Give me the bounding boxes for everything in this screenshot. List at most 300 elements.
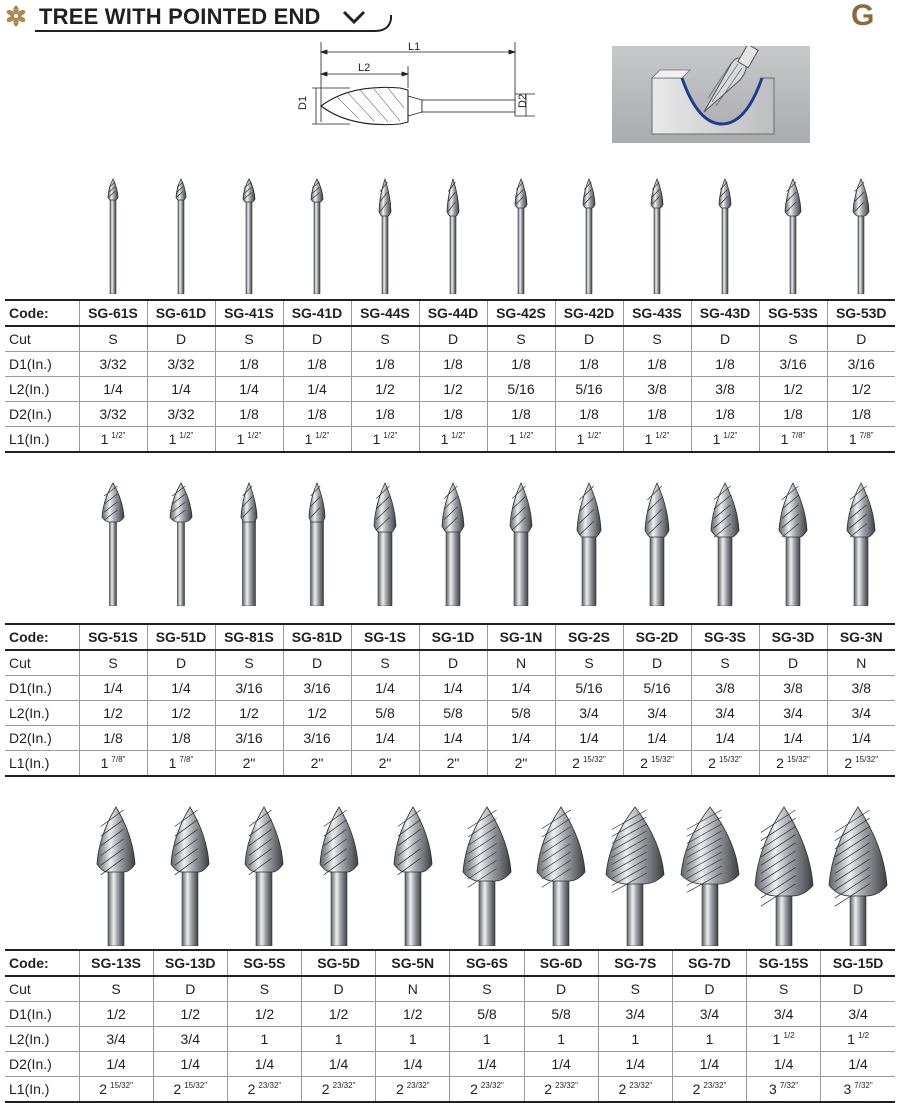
cell-value: SG-3S (703, 629, 746, 645)
cell-fraction: 23/32" (555, 1081, 578, 1090)
table-cell (153, 1027, 227, 1052)
cell-value: 1/4 (783, 730, 803, 746)
cell-value: 1/2 (103, 705, 123, 721)
table-cell (598, 1002, 672, 1027)
table-cell (623, 377, 691, 402)
bur-tool-image (307, 178, 327, 294)
cell-value: S (111, 981, 121, 997)
bur-tool-image (781, 178, 805, 294)
table-cell (555, 751, 623, 777)
cell-fraction: 23/32" (406, 1081, 430, 1090)
table-cell (487, 402, 555, 427)
table-cell (283, 402, 351, 427)
table-cell (79, 1002, 153, 1027)
cell-value: 2 (844, 755, 853, 771)
cell-fraction: 15/32" (582, 755, 606, 764)
table-cell (450, 976, 524, 1002)
cell-value: 1 (440, 431, 449, 447)
table-cell (827, 650, 895, 676)
code-row (5, 300, 895, 326)
table-cell (419, 402, 487, 427)
table-cell (215, 300, 283, 326)
table-cell (691, 701, 759, 726)
l2-row (5, 377, 895, 402)
cell-value: SG-5N (391, 955, 435, 971)
cell-value: 1/8 (511, 406, 531, 422)
table-cell (623, 701, 691, 726)
cell-value: SG-3N (839, 629, 883, 645)
cell-value: S (788, 331, 798, 347)
table-cell (487, 676, 555, 701)
table-cell (623, 352, 691, 377)
cell-fraction: 15/32" (184, 1081, 208, 1090)
bur-tool-image (647, 178, 667, 294)
table-cell (283, 751, 351, 777)
cell-value: 2 (395, 1081, 404, 1097)
table-cell (215, 676, 283, 701)
bur-tool-image (677, 806, 743, 946)
row-label: Cut (5, 976, 79, 1002)
cell-value: S (652, 331, 662, 347)
cell-value: 2 (618, 1081, 627, 1097)
cell-value: 1/4 (328, 1056, 349, 1072)
table-cell (227, 976, 301, 1002)
cell-value: S (244, 331, 254, 347)
table-cell (827, 300, 895, 326)
bur-tool-image (533, 806, 589, 946)
cell-fraction: 1/2 (857, 1031, 870, 1040)
cell-value: D (583, 331, 595, 347)
table-cell (283, 726, 351, 751)
table-cell (283, 676, 351, 701)
cell-value: D (787, 655, 799, 671)
table-cell (487, 300, 555, 326)
cell-value: S (778, 981, 789, 997)
cell-value: 3/16 (303, 730, 331, 746)
table-cell (79, 402, 147, 427)
cell-fraction: 15/32" (786, 755, 810, 764)
bur-tool-image (506, 482, 536, 606)
cell-value: 1 (168, 431, 177, 447)
table-cell (598, 976, 672, 1002)
cell-value: 1 (557, 1031, 566, 1047)
l2-row (5, 701, 895, 726)
table-cell (487, 427, 555, 453)
cell-value: S (720, 655, 730, 671)
table-cell (759, 624, 827, 650)
cell-value: 5/8 (477, 1006, 497, 1022)
cell-fraction: 1/2" (519, 431, 534, 440)
cell-value: 1/2 (375, 381, 395, 397)
table-cell (227, 950, 301, 976)
table-cell (598, 1077, 672, 1103)
l2-row (5, 1027, 895, 1052)
table-cell (419, 377, 487, 402)
row-label: L2(In.) (5, 701, 79, 726)
d1-row (5, 352, 895, 377)
cell-fraction: 1/2" (587, 431, 602, 440)
table-cell (555, 624, 623, 650)
table-cell (147, 650, 215, 676)
chevron-down-icon (342, 10, 366, 24)
cell-value: 2" (446, 755, 460, 771)
cell-value: 3/8 (715, 680, 735, 696)
table-cell (147, 352, 215, 377)
table-cell (419, 624, 487, 650)
table-cell (821, 1077, 895, 1103)
row-label: L1(In.) (5, 1077, 79, 1103)
section-letter: G (851, 0, 875, 32)
table-cell (691, 352, 759, 377)
table-cell (153, 1077, 227, 1103)
cell-value: SG-2S (567, 629, 610, 645)
table-cell (351, 300, 419, 326)
cell-value: 3/8 (783, 680, 803, 696)
cell-value: 5/16 (507, 381, 535, 397)
cell-value: 1 (168, 755, 177, 771)
bur-tool-image (172, 178, 190, 294)
table-cell (623, 751, 691, 777)
row-label: L2(In.) (5, 1027, 79, 1052)
cut-row (5, 976, 895, 1002)
table-cell (487, 624, 555, 650)
cell-fraction: 15/32" (110, 1081, 133, 1090)
table-cell (747, 1002, 821, 1027)
bur-tool-image (93, 806, 139, 946)
cell-fraction: 15/32" (650, 755, 674, 764)
table-cell (215, 402, 283, 427)
bur-tool-image (316, 806, 362, 946)
cell-value: D (175, 655, 187, 671)
table-cell (283, 326, 351, 352)
row-label: D1(In.) (5, 352, 79, 377)
table-cell (376, 1002, 450, 1027)
table-cell (376, 1052, 450, 1077)
cell-value: SG-1N (499, 629, 543, 645)
table-cell (487, 726, 555, 751)
cell-value: 1/2 (180, 1006, 200, 1022)
bur-tool-image (849, 178, 873, 294)
table-cell (827, 701, 895, 726)
table-cell (283, 624, 351, 650)
table-cell (351, 676, 419, 701)
table-cell (672, 1077, 746, 1103)
table-cell (623, 402, 691, 427)
table-cell (555, 326, 623, 352)
cell-value: 1/8 (511, 356, 531, 372)
cell-value: 2 (173, 1081, 182, 1097)
cell-fraction: 23/32" (480, 1081, 504, 1090)
cell-value: 3/4 (579, 705, 599, 721)
cell-fraction: 15/32" (718, 755, 742, 764)
table-cell (691, 676, 759, 701)
cell-value: SG-15D (832, 955, 884, 971)
cell-value: 1/8 (239, 406, 259, 422)
cell-value: D (311, 331, 323, 347)
bur-tool-image (443, 178, 463, 294)
table-cell (623, 427, 691, 453)
table-cell (79, 1052, 153, 1077)
bur-tool-image (573, 482, 605, 606)
table-cell (147, 726, 215, 751)
bur-tool-image (641, 482, 673, 606)
table-cell (79, 300, 147, 326)
table-cell (821, 1002, 895, 1027)
cell-value: 1/2 (307, 705, 327, 721)
cell-value: 1/8 (579, 406, 599, 422)
cell-fraction: 23/32" (258, 1081, 282, 1090)
cell-value: 1/8 (715, 406, 735, 422)
table-cell (598, 1027, 672, 1052)
table-cell (759, 751, 827, 777)
table-cell (672, 1002, 746, 1027)
table-cell (419, 352, 487, 377)
cell-value: D (719, 331, 731, 347)
table-cell (827, 352, 895, 377)
table-cell (79, 326, 147, 352)
table-cell (302, 1027, 376, 1052)
cell-value: 1/8 (443, 356, 463, 372)
table-cell (351, 751, 419, 777)
table-cell (691, 650, 759, 676)
table-cell (672, 1052, 746, 1077)
cell-value: 1 (260, 1031, 269, 1047)
cell-value: 2 (708, 755, 716, 771)
table-cell (283, 377, 351, 402)
table-cell (351, 326, 419, 352)
cell-value: 1/2 (106, 1006, 126, 1022)
table-cell (302, 950, 376, 976)
table-cell (419, 427, 487, 453)
cell-fraction: 7/8" (791, 431, 806, 440)
table-cell (227, 1027, 301, 1052)
cell-value: SG-43D (699, 305, 751, 321)
cell-value: 1 (772, 1031, 781, 1047)
cell-fraction: 1/2" (723, 431, 738, 440)
cell-value: 3/8 (647, 381, 667, 397)
table-cell (827, 402, 895, 427)
d2-row (5, 1052, 895, 1077)
cell-value: SG-61D (155, 305, 207, 321)
table-cell (283, 300, 351, 326)
cell-value: 1/8 (375, 406, 395, 422)
table-cell (487, 377, 555, 402)
bur-tool-image (707, 482, 743, 606)
table-cell (351, 624, 419, 650)
cell-value: 1 (483, 1031, 491, 1047)
table-cell (419, 326, 487, 352)
code-row (5, 950, 895, 976)
bur-tool-image (438, 482, 468, 606)
table-cell (759, 676, 827, 701)
bur-tool-image (241, 806, 287, 946)
table-cell (227, 1002, 301, 1027)
table-cell (419, 300, 487, 326)
table-cell (827, 624, 895, 650)
cell-fraction: 7/32" (779, 1081, 799, 1090)
table-cell (524, 1052, 598, 1077)
table-cell (215, 377, 283, 402)
cell-fraction: 7/8" (859, 431, 874, 440)
row-label: L2(In.) (5, 377, 79, 402)
table-cell (524, 976, 598, 1002)
cell-value: 2 (99, 1081, 108, 1097)
cell-value: 3/4 (699, 1006, 720, 1022)
cell-value: 1/8 (307, 356, 327, 372)
cell-value: SG-44S (360, 305, 410, 321)
cell-value: 1/8 (715, 356, 735, 372)
d1-row (5, 1002, 895, 1027)
cell-value: 3/16 (779, 356, 807, 372)
table-cell (759, 726, 827, 751)
cell-value: S (108, 331, 118, 347)
cell-fraction: 1/2" (451, 431, 466, 440)
cell-value: 3/4 (625, 1006, 646, 1022)
cell-value: SG-51D (155, 629, 207, 645)
cell-value: 1/4 (171, 680, 191, 696)
cell-fraction: 1/2 (783, 1031, 795, 1040)
cell-value: 2 (776, 755, 784, 771)
bur-tool-image (305, 482, 329, 606)
cell-value: 1/4 (180, 1056, 200, 1072)
table-cell (691, 751, 759, 777)
table-cell (524, 1027, 598, 1052)
dimension-diagram (290, 38, 550, 136)
cell-value: D (333, 981, 344, 997)
bur-tool-image (166, 482, 196, 606)
cell-fraction: 1/2" (179, 431, 194, 440)
cell-fraction: 1/2" (111, 431, 126, 440)
l2-label: L2 (358, 62, 371, 74)
table-cell (147, 402, 215, 427)
table-cell (351, 427, 419, 453)
table-cell (283, 701, 351, 726)
cell-value: 1 (100, 431, 109, 447)
cell-value: 1/8 (851, 406, 871, 422)
table-cell (376, 1077, 450, 1103)
table-cell (691, 624, 759, 650)
cell-value: 3/32 (167, 356, 195, 372)
table-cell (759, 427, 827, 453)
cell-value: D (447, 655, 459, 671)
cell-value: 1 (712, 431, 721, 447)
cell-value: 1/4 (647, 730, 667, 746)
bur-tool-image (511, 178, 531, 294)
cell-value: 3/4 (180, 1031, 200, 1047)
cell-value: SG-42S (496, 305, 546, 321)
table-cell (215, 726, 283, 751)
row-label: D2(In.) (5, 402, 79, 427)
cell-value: S (482, 981, 492, 997)
table-cell (598, 950, 672, 976)
cell-value: 1/4 (103, 680, 123, 696)
cell-fraction: 23/32" (629, 1081, 653, 1090)
cell-value: SG-15S (758, 955, 809, 971)
table-cell (153, 950, 227, 976)
cell-value: 1/4 (715, 730, 735, 746)
table-cell (555, 427, 623, 453)
cell-value: 3/16 (235, 680, 263, 696)
cell-value: SG-5S (243, 955, 286, 971)
cell-value: S (108, 655, 118, 671)
cell-value: 1 (847, 1031, 855, 1047)
cell-fraction: 1/2" (315, 431, 330, 440)
bur-tool-image (239, 178, 259, 294)
table-cell (487, 751, 555, 777)
table-cell (79, 352, 147, 377)
cell-value: 3/4 (783, 705, 803, 721)
table-cell (147, 326, 215, 352)
cell-value: 1/8 (647, 356, 667, 372)
table-cell (419, 751, 487, 777)
table-cell (153, 1052, 227, 1077)
table-cell (302, 1052, 376, 1077)
cell-value: SG-7S (614, 955, 657, 971)
bur-tool-image (715, 178, 735, 294)
table-cell (672, 976, 746, 1002)
row-label: L1(In.) (5, 427, 79, 453)
table-cell (524, 1002, 598, 1027)
table-cell (487, 326, 555, 352)
table-cell (147, 377, 215, 402)
cell-fraction: 1/2" (383, 431, 398, 440)
table-cell (827, 427, 895, 453)
cell-value: 2 (247, 1081, 256, 1097)
table-cell (79, 751, 147, 777)
table-cell (215, 352, 283, 377)
cell-value: 3/4 (647, 705, 667, 721)
cell-value: 1/8 (783, 406, 803, 422)
cell-value: SG-81D (291, 629, 343, 645)
cell-value: 2" (310, 755, 324, 771)
cell-value: 1/4 (773, 1056, 794, 1072)
table-cell (351, 650, 419, 676)
cell-fraction: 7/8" (111, 755, 126, 764)
cell-value: SG-61S (88, 305, 138, 321)
table-cell (623, 624, 691, 650)
cell-value: SG-53S (768, 305, 818, 321)
cell-value: SG-42D (563, 305, 615, 321)
table-cell (147, 427, 215, 453)
table-cell (747, 976, 821, 1002)
row-label: Cut (5, 650, 79, 676)
row-label: Code: (5, 624, 79, 650)
table-cell (691, 427, 759, 453)
cell-value: 1/2 (851, 381, 871, 397)
row-label: D2(In.) (5, 1052, 79, 1077)
table-cell (555, 377, 623, 402)
bur-image-row-1 (80, 178, 900, 296)
cell-value: 1/8 (443, 406, 463, 422)
cell-value: 1/2 (328, 1006, 349, 1022)
cell-fraction: 7/32" (854, 1081, 873, 1090)
cell-value: 1 (334, 1031, 343, 1047)
table-cell (555, 650, 623, 676)
cell-value: S (630, 981, 640, 997)
bur-tool-image (104, 178, 122, 294)
row-label: D1(In.) (5, 676, 79, 701)
table-cell (351, 352, 419, 377)
table-cell (215, 427, 283, 453)
d1-row (5, 676, 895, 701)
cell-value: S (584, 655, 594, 671)
table-cell (215, 701, 283, 726)
cell-value: 5/8 (511, 705, 531, 721)
cell-value: 1 (372, 431, 381, 447)
cell-value: SG-2D (635, 629, 679, 645)
cell-value: 1/2 (783, 381, 803, 397)
cell-value: 1/2 (254, 1006, 275, 1022)
